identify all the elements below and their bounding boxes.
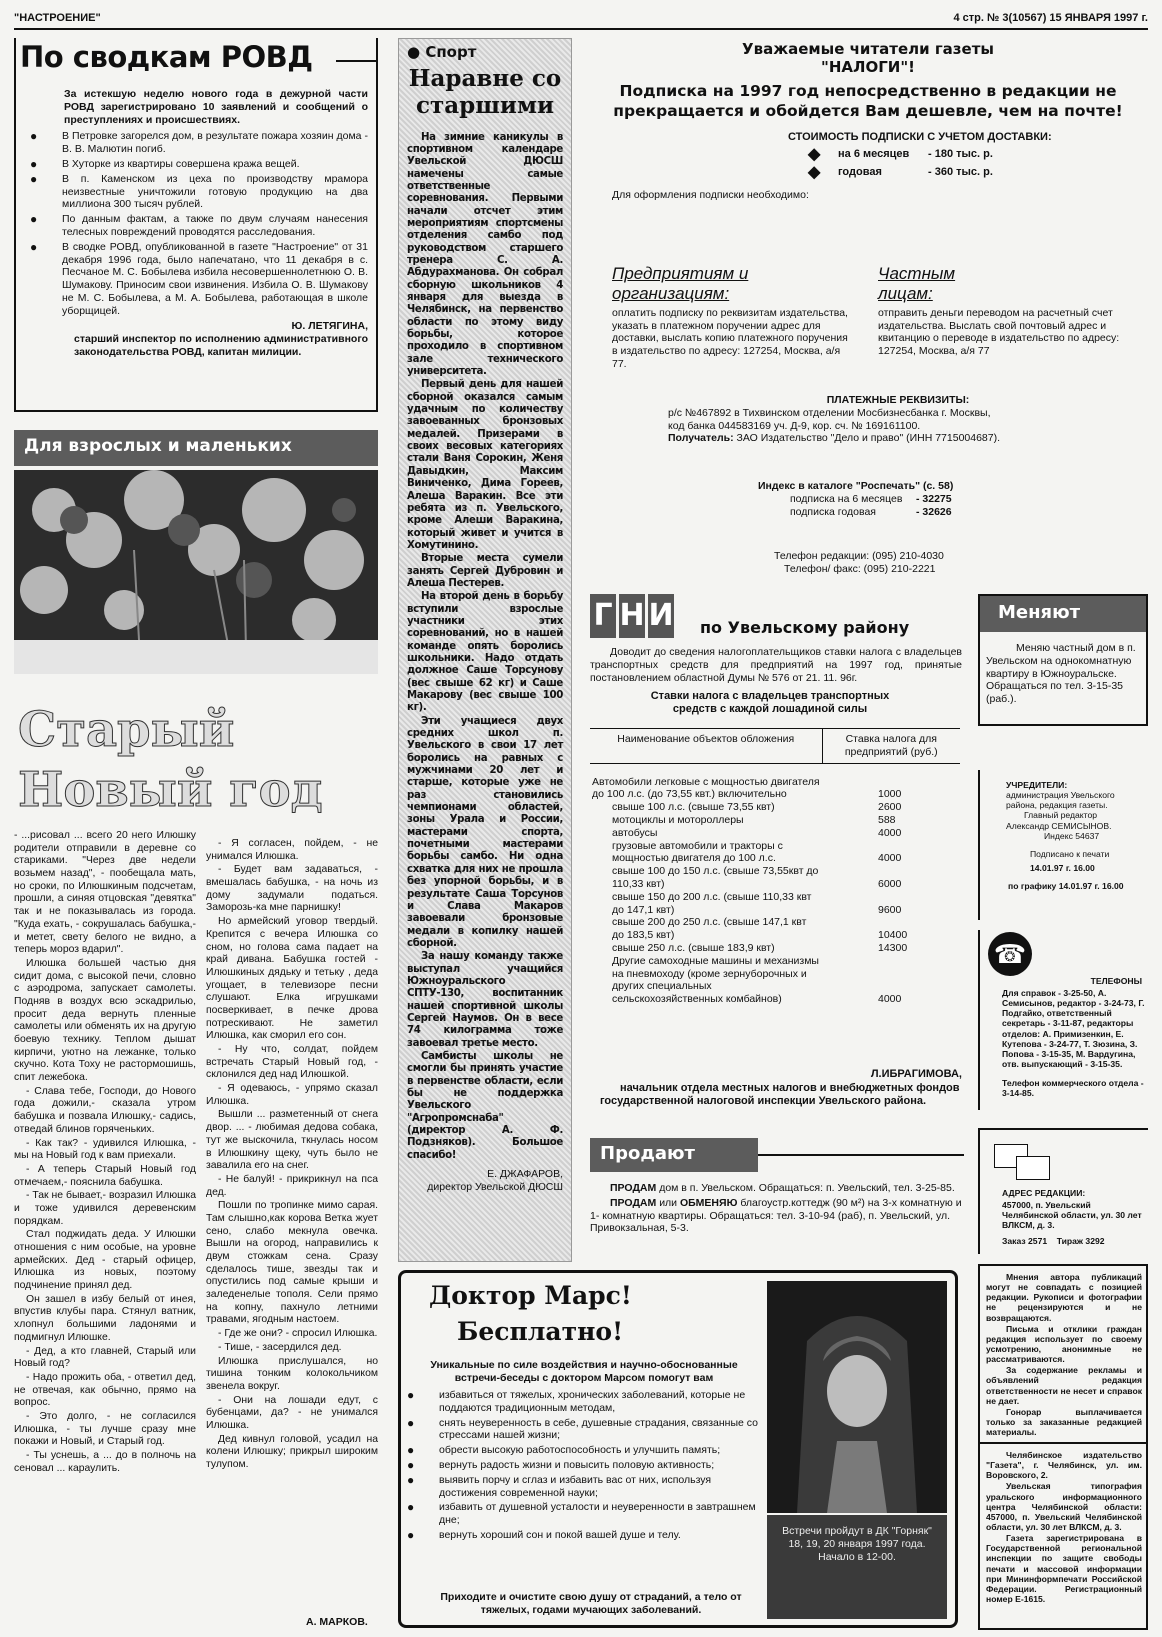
newspaper-name: "НАСТРОЕНИЕ" — [14, 12, 101, 24]
story-col2: - Я согласен, пойдем, - не унимался Илюшка. - Будет вам задаваться, - вмешалась бабушка, - на ночь из дому задумали податься. Заморозь-ка мне парнишку! Но армейский уговор твердый. Крепится с вечера Илюшка со сном, но голова сама падает на край дивана. Бабушка гостей - Илюшкиных дядьку и тетьку , деда угощает, в телевизоре песни слушают. Елка игрушками посверкивает, в печке дрова потрескивают. Не заметил Илюшка, как сморил его сон. - Ну что, солдат, пойдем встречать Старый Новый год, - склонился дед над Илюшкой. - Я одеваюсь, - упрямо сказал Илюшка. Вышли ... разметенный от снега двор. ... - любимая дедова собака, тут же выскочила, ткнулась носом в Илюшкину щеку, чуть было не завалила его на снег. - Не балуй! - прикрикнул на пса дед. Пошли по тропинке мимо сарая. Там слышно,как корова Ветка жует сено, слабо мекнула овечка. Вышли на огород, направились к двум стожкам сена. Сразу сделалось тише, звезды так и опустились под самые крыши и заледенелые тополя. Сели прямо на копну, пахнуло летними травами, ягодным настоем. - Где же они? - спросил Илюшка. - Тише, - засердился дед. Илюшка прислушался, но тишина тонким колокольчиком звенела вокруг. - Они на лошади едут, с бубенцами, да? - не унимался Илюшка. Дед кивнул головой, усадил на колени Илюшку; прикрыл широким тулупом. — [206, 838, 378, 1470]
gni-article — [590, 590, 964, 1130]
sub-index-title: Индекс в каталоге "Роспечать" (с. 58) — [758, 480, 954, 492]
story-title — [14, 700, 378, 820]
section-banner: Для взрослых и маленьких — [14, 430, 378, 466]
sub-person-text: отправить деньги переводом на расчетный счет издательства. Выслать свой почтовый адрес и квитанцию о переводе в издательство по адресу: 127254, Москва, а/я 77 — [878, 306, 1120, 358]
shaman-portrait-image — [767, 1281, 947, 1513]
change-banner: Меняют — [980, 596, 1146, 632]
rovd-lead: За истекшую неделю нового года в дежурной части РОВД зарегистрировано 10 заявлений и сообщений о преступлениях и происшествиях. — [64, 88, 368, 126]
sub-org-title: Предприятиям и организациям: — [612, 264, 749, 304]
table-row: мотоциклы и мотороллеры 588 — [612, 813, 896, 826]
doctor-title1: Доктор Марс! — [429, 1281, 632, 1310]
gni-title: по Увельскому району — [700, 618, 910, 637]
list-item: ● В п. Каменском из цеха по производству мрамора неизвестные уничтожили готовую продукцию на два миллиона 300 тысяч рублей. — [24, 173, 368, 211]
gni-table-title: Ставки налога с владельцев транспортных средств с каждой лошадиной силы — [650, 690, 890, 716]
gni-logo: Г Н И — [590, 594, 674, 638]
sub-person-title: Частным лицам: — [878, 264, 956, 304]
sport-rubric: ● Спорт — [407, 43, 477, 61]
sell-ads: ПРОДАМ дом в п. Увельском. Обращаться: п. Увельский, тел. 3-25-85. ПРОДАМ или ОБМЕНЯЮ благоустр.коттедж (90 м²) на 3-х комнатную и 1- комнатную квартиры. Обращаться: тел. 3-10-94 (раб), п. Увельский, ул. Привокзальная, 5-3. — [590, 1182, 962, 1235]
doctor-lead: Уникальные по силе воздействия и научно-обоснованные встречи-беседы с доктором Марсом помогут вам — [430, 1359, 738, 1384]
sub-phone2: Телефон/ факс: (095) 210-2221 — [784, 562, 936, 575]
story-col1: - ...рисовал ... всего 20 него Илюшку родители отправили в деревне со стариками. "Через две недели возьмем назад", - пообещала мать, но сроки, по Илюшкиным подсчетам, прошли, а синяя отцовская "девятка" так и не показывалась из города. "Куда ехать, - сокрушалась бабушка,- и метет, свету белого не видно, а теперь мороз вдарил". Илюшка большей частью дня сидит дома, с высокой печи, словно с аэродрома, запускает самолеты. Подняв в воздух всю эскадрилью, просит деда вернуть пленные самолеты или обменять их на другую боевую технику. Теплом дышат кирпичи, уютно на лежанке, только скучно. Кота Тоху не растормошишь, спит лежебока. - Слава тебе, Господи, до Нового года дожили,- сказала утром бабушка и позвала Илюшку,- садись, отведай блинов горяченьких. - Как так? - удивился Илюшка, - мы на Новый год к вам приехали. - А теперь Старый Новый год отмечаем,- пояснила бабушка. - Так не бывает,- возразил Илюшка и тоже удивился деревенским порядкам. Стал поджидать деда. У Илюшки отношения с ним особые, на уровне армейских. Дед - старый офицер, Илюшка из новых, поэтому подчинение принял дед. Он зашел в избу белый от инея, впустив клубы пара. Стянул ватник, хлопнул большими ладонями и подмигнул Илюшке. - Дед, а кто главней, Старый или Новый год? - Надо прожить оба, - ответил дед, не отвечая, как обычно, прямо на вопрос. - Это долго, - не согласился Илюшка, - ты лучше сразу мне покажи и Новый, и Старый год. - Ты уснешь, а ... до в полночь на сеновал ... караулить. — [14, 830, 196, 1474]
table-row: Автомобили легковые с мощностью двигателя до 100 л.с. (до 73,55 квт.) включительно 1000 — [592, 775, 902, 801]
table-row: грузовые автомобили и тракторы с мощностью двигателя до 100 л.с. 4000 — [612, 839, 902, 865]
sub-phone1: Телефон редакции: (095) 210-4030 — [774, 550, 944, 562]
address-box: АДРЕС РЕДАКЦИИ: 457000, п. Увельский Челябинской области, ул. 30 лет ВЛКСМ, д. 3. Заказ 2571 Тираж 3292 — [978, 1128, 1148, 1254]
sub-need: Для оформления подписки необходимо: — [612, 189, 809, 202]
list-item: ● вернуть радость жизни и повысить половую активность; — [401, 1459, 763, 1472]
story-title-line2: Новый год — [18, 762, 323, 818]
sport-article: ● Спорт Наравне со старшими На зимние каникулы в спортивном календаре Увельской ДЮСШ намечены самые ответственные соревнования. Первыми начали отсчет этим мероприятиям спортсмены отделения самбо под руководством старшего тренера С. А. Абдурахманова. Он собрал сборную школьников 4 января для выезда в Челябинск, на первенство области по этому виду борьбы, которое проходило в спортивном зале технического университета. Первый день для нашей сборной оказался самым удачным по количеству завоеванных бронзовых медалей. Призерами в своих весовых категориях стали Ваня Сорокин, Женя Давыдкин, Максим Виниченко, Дима Гореев, Алеша Варакин. Все эти ребята из п. Увельского, кроме Алеши Варакина, который живет и учится в Хомутинино. Вторые места сумели занять Сергей Дубровин и Алеша Пестерев. На второй день в борьбу вступили взрослые участники этих соревнований, но в нашей команде опять боролись школьники. Надо отдать должное Саше Торсунову (вес свыше 62 кг) и Саше Макарову (вес свыше 100 кг). Эти учащиеся двух средних школ п. Увельского в свои 17 лет боролись на равных с мужчинами 20 лет и старше, которые уже не раз становились чемпионами областей, зоны Урала и России, мастерами спорта, почетными мастерами борьбы самбо. Ни одна схватка для них не прошла без упорной борьбы, и в результате Саша Торсунов и Слава Макаров завоевали бронзовые медали в копилку нашей сборной. За нашу команду также выступал учащийся Южноуральского СПТУ-130, воспитанник нашей спортивной школы Сергей Наумов. Он в весе 74 килограмма тоже завоевал третье место. Самбисты школы не смогли бы принять участие в первенстве области, если бы не поддержка Увельского "Агропромснаба" (директор А. Ф. Подзняков). Большое спасибо! Е. ДЖАФАРОВ, директор Увельской ДЮСШ — [398, 38, 572, 1262]
doctor-photo — [767, 1281, 947, 1513]
list-item: ● В сводке РОВД, опубликованной в газете "Настроение" от 31 декабря 1996 года, было напечатано, что 11 декабря в с. Песчаное М. С. Бобылева избила несовершеннолетнюю О. В. Шумакову. Приносим свои извинения. Избила О. В. Шумакову не М. С. Бобылева, а М. А. Бобылева, работающая в школе уборщицей. — [24, 241, 368, 318]
sport-author: Е. ДЖАФАРОВ, — [487, 1168, 563, 1181]
sell-banner: Продают — [590, 1138, 758, 1172]
table-row: свыше 100 до 150 л.с. (свыше 73,55квт до 110,33 квт) 6000 — [612, 865, 902, 890]
list-item: ● избавить от душевной усталости и неуверенности в завтрашнем дне; — [401, 1501, 763, 1527]
imprint-box: Челябинское издательство "Газета", г. Челябинск, ул. им. Воровского, 2. Увельская типография уральского информационного центра Челябинской области: 457000, п. Увельский Челябинской области, ул. 30 лет ВЛКСМ, д. 3. Газета зарегистрирована в Государственной региональной инспекции по защите свободы печати и массовой информации при Мининформпечати Российской Федерации. Регистрационный номер Е-1615. — [978, 1444, 1148, 1630]
table-row: свыше 200 до 250 л.с. (свыше 147,1 квт до 183,5 квт) 10400 — [612, 916, 908, 942]
story-author: А. МАРКОВ. — [306, 1616, 368, 1628]
table-row: Другие самоходные машины и механизмы на пневмоходу (кроме зернуборочных и других специальных сельскохозяйственных комбайнов) 4000 — [612, 954, 902, 1006]
rovd-signature-role: старший инспектор по исполнению административного законодательства РОВД, капитан милиции. — [74, 333, 368, 359]
sub-paper: "НАЛОГИ"! — [821, 58, 915, 77]
list-item: ● По данным фактам, а также по двум случаям нанесения телесных повреждений проводятся расследования. — [24, 213, 368, 239]
tax-table: Наименование объектов обложения Ставка налога для предприятий (руб.) Автомобили легковые с мощностью двигателя до 100 л.с. (до 73,55 квт.) включительно 1000 свыше 100 л.с. (свыше 73,55 квт) 2600 мотоциклы и мотороллеры 588 автобусы 4000 грузовые автомобили и тракторы с мощностью двигателя до 100 л.с. 4000 свыше 100 до 150 л.с. (свыше 73,55квт до 110,33 квт) 6000 свыше 150 до 200 л.с. (свыше 110,33 квт до 147,1 квт) 9600 свыше 200 до 250 л.с. (свыше 147,1 квт до 183,5 квт) 10400 свыше 250 л.с. (свыше 183,9 квт) 14300 Другие самоходные машины и механизмы на пневмоходу (кроме зернуборочных и других специальных сельскохозяйственных комбайнов) 4000 — [590, 728, 960, 1006]
gni-intro: Доводит до сведения налогоплательщиков ставки налога с владельцев транспортных средств для предприятий на 1997 год, принятые постановлением областной Думы № 576 от 21. 11. 96г. — [590, 646, 962, 684]
story-title-line1: Старый — [18, 702, 235, 758]
phone-icon: ☎ — [988, 932, 1032, 976]
gni-signature-role: начальник отдела местных налогов и внебюджетных фондов государственной налоговой инспекции Увельского района. — [600, 1082, 960, 1108]
sub-pay-title: ПЛАТЕЖНЫЕ РЕКВИЗИТЫ: — [826, 394, 970, 406]
disclaimer-box: Мнения автора публикаций могут не совпадать с позицией редакции. Рукописи и фотографии не рецензируются и не возвращаются. Письма и отклики граждан редакция использует по своему усмотрению, анонимные не рассматриваются. За содержание рекламы и объявлений редакция ответственности не несет и справок не дает. Гонорар выплачивается только за заказанные редакцией материалы. — [978, 1264, 1148, 1444]
winter-forest-photo — [14, 470, 378, 674]
sub-org-text: оплатить подписку по реквизитам издательства, указать в платежном поручении адрес для доставки, выслать копию платежного поручения в издательство по адресу: 127254, Москва, а/я 77. — [612, 306, 848, 370]
list-item: ● В Петровке загорелся дом, в результате пожара хозяин дома - В. В. Малютин погиб. — [24, 130, 368, 156]
sub-cost-title: СТОИМОСТЬ ПОДПИСКИ С УЧЕТОМ ДОСТАВКИ: — [788, 130, 1052, 143]
sub-cost-item: ◆ на 6 месяцев - 180 тыс. р. — [808, 148, 1148, 161]
snowy-trees-image — [14, 470, 378, 674]
rovd-title: По сводкам РОВД — [20, 40, 313, 74]
table-row: свыше 100 л.с. (свыше 73,55 квт) 2600 — [612, 801, 902, 814]
table-row: автобусы 4000 — [612, 826, 902, 839]
list-item: ● избавиться от тяжелых, хронических заболеваний, которые не поддаются традиционным методам, — [401, 1389, 763, 1415]
envelope-icon — [1016, 1156, 1050, 1180]
table-row: свыше 250 л.с. (свыше 183,9 квт) 14300 — [612, 941, 908, 954]
doctor-title2: Бесплатно! — [457, 1317, 624, 1346]
change-text: Меняю частный дом в п. Увельском на однокомнатную квартиру в Южноуральске. Обращаться по тел. 3-15-35 (раб.). — [986, 642, 1136, 706]
sub-greeting: Уважаемые читатели газеты — [742, 40, 994, 58]
list-item: ● В Хуторке из квартиры совершена кража вещей. — [24, 158, 368, 171]
list-item: ● выявить порчу и сглаз и избавить вас от них, используя достижения современной науки; — [401, 1474, 763, 1500]
list-item: ● обрести высокую работоспособность и улучшить память; — [401, 1444, 763, 1457]
doctor-footer: Приходите и очистите свою душу от страданий, а тело от тяжелых, годами мучающих заболеваний. — [440, 1591, 742, 1616]
table-row: свыше 150 до 200 л.с. (свыше 110,33 квт до 147,1 квт) 9600 — [612, 890, 902, 916]
phones-box: ☎ ТЕЛЕФОНЫ Для справок - 3-25-50, А. Семисынов, редактор - 3-24-73, Г. Подгайко, ответственный секретарь - 3-11-87, редакторы отделов: А. Примизенкин, Е. Кутепова - 3-24-77, Т. Зюзина, З. Попова - 3-15-35, М. Вардугина, отв. выпускающий - 3-15-35. Телефон коммерческого отдела - 3-14-85. — [978, 930, 1148, 1110]
rovd-signature: Ю. ЛЕТЯГИНА, — [291, 319, 368, 332]
gni-signature: Л.ИБРАГИМОВА, — [870, 1068, 962, 1080]
list-item: ● снять неуверенность в себе, душевные страдания, связанные со стрессами нашей жизни; — [401, 1417, 763, 1443]
sport-title: Наравне со старшими — [408, 65, 562, 120]
list-item: ● вернуть хороший сон и покой вашей душе и телу. — [401, 1529, 763, 1542]
change-ad — [978, 594, 1148, 726]
rovd-article — [14, 38, 378, 412]
subscription-ad: Уважаемые читатели газеты "НАЛОГИ"! Подписка на 1997 год непосредственно в редакции не прекращается и обойдется Вам дешевле, чем на почте! СТОИМОСТЬ ПОДПИСКИ С УЧЕТОМ ДОСТАВКИ: ◆ на 6 месяцев - 180 тыс. р. ◆ годовая - 360 тыс. р. Для оформления подписки необходимо: Предприятиям и организациям: оплатить подписку по реквизитам издательства, указать в платежном поручении адрес для доставки, выслать копию платежного поручения в издательство по адресу: 127254, Москва, а/я 77. Частным лицам: отправить деньги переводом на расчетный счет издательства. Выслать свой почтовый адрес и квитанцию о переводе в издательство по адресу: 127254, Москва, а/я 77 ПЛАТЕЖНЫЕ РЕКВИЗИТЫ: р/с №467892 в Тихвинском отделении Мосбизнесбанка г. Москвы, код банка 044583169 уч. Д-9, кор. сч. № 169161100. Получатель: ЗАО Издательство "Дело и право" (ИНН 7715004687). Индекс в каталоге "Роспечать" (с. 58) подписка на 6 месяцев - 32275 подписка годовая - 32626 Телефон редакции: (095) 210-4030 Телефон/ факс: (095) 210-2221 — [588, 36, 1148, 584]
sub-headline: Подписка на 1997 год непосредственно в редакции не прекращается и обойдется Вам дешевле, чем на почте! — [613, 81, 1123, 120]
sub-cost-item: ◆ годовая - 360 тыс. р. — [808, 166, 1148, 179]
doctor-meet-box: Встречи пройдут в ДК "Горняк" 18, 19, 20 января 1997 года. Начало в 12-00. — [767, 1515, 947, 1619]
doctor-mars-ad — [398, 1270, 958, 1628]
issue-info: 4 стр. № 3(10567) 15 ЯНВАРЯ 1997 г. — [953, 12, 1148, 24]
sport-author-role: директор Увельской ДЮСШ — [427, 1180, 563, 1193]
founders-box: УЧРЕДИТЕЛИ: администрация Увельского района, редакция газеты. Главный редактор Александр СЕМИСЫНОВ. Индекс 54637 Подписано к печати 14.01.97 г. 16.00 по графику 14.01.97 г. 16.00 — [978, 770, 1148, 920]
page-header — [14, 8, 1148, 30]
